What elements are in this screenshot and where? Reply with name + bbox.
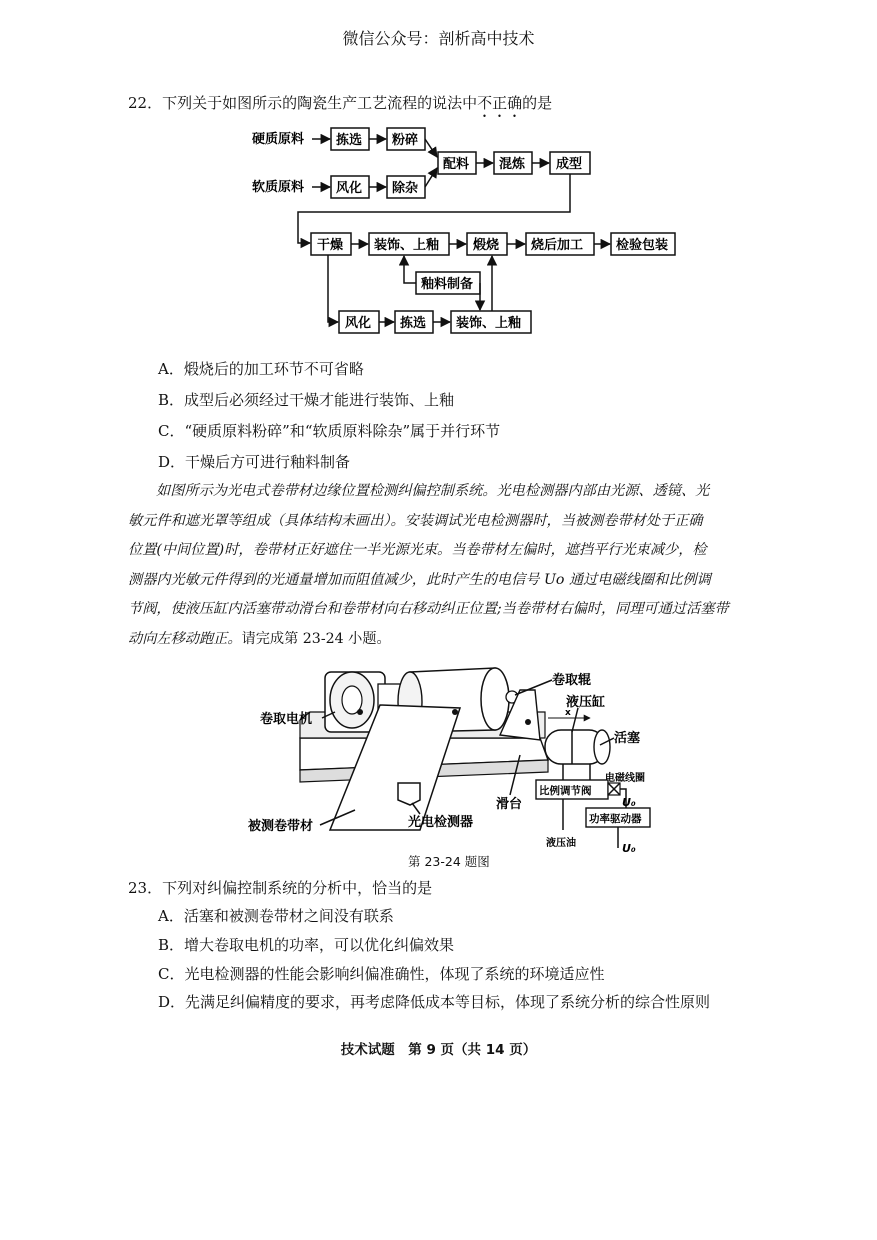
flow-decor2: 装饰、上釉	[456, 316, 522, 331]
label-coil: 电磁线圈	[605, 773, 645, 784]
passage-last-a: 动向左移动跑正。	[128, 630, 242, 647]
figure-caption: 第 23-24 题图	[408, 854, 490, 869]
q23-option-c: C．光电检测器的性能会影响纠偏准确性，体现了系统的环境适应性	[158, 965, 605, 983]
passage-line-5: 节阀，使液压缸内活塞带动滑台和卷带材向右移动纠正位置;当卷带材右偏时，同理可通过活塞带	[128, 601, 729, 617]
passage-line-1: 如图所示为光电式卷带材边缘位置检测纠偏控制系统。光电检测器内部由光源、透镜、光	[156, 483, 710, 499]
label-u0-a: U₀	[622, 796, 636, 809]
label-strip: 被测卷带材	[248, 819, 314, 834]
q22-option-b: B．成型后必须经过干燥才能进行装饰、上釉	[158, 391, 455, 409]
flow-inspect: 检验包装	[616, 238, 669, 253]
q22-option-a: A．煅烧后的加工环节不可省略	[158, 360, 364, 378]
flow-post: 烧后加工	[531, 238, 584, 253]
page-header: 微信公众号：剖析高中技术	[342, 29, 535, 48]
flow-mix: 混炼	[499, 157, 526, 172]
flow-glaze: 釉料制备	[421, 277, 474, 292]
label-valve: 比例调节阀	[539, 785, 592, 797]
flow-shape: 成型	[556, 157, 583, 172]
label-motor: 卷取电机	[260, 712, 313, 727]
photoelectric-detector	[398, 783, 420, 805]
q23-stem: 23．下列对纠偏控制系统的分析中，恰当的是	[128, 879, 433, 897]
flow-pick1: 拣选	[336, 133, 363, 148]
label-cylinder: 液压缸	[566, 695, 606, 710]
passage-line-3: 位置(中间位置)时，卷带材正好遮住一半光源光束。当卷带材左偏时，遮挡平行光束减少，检	[128, 542, 707, 558]
q23-option-d: D．先满足纠偏精度的要求，再考虑降低成本等目标，体现了系统分析的综合性原则	[158, 993, 711, 1011]
flow-decor1: 装饰、上釉	[374, 238, 440, 253]
q23-option-a: A．活塞和被测卷带材之间没有联系	[158, 907, 394, 925]
q22-stem-emphasis: 不正确	[477, 94, 523, 112]
q22-number: 22．	[128, 94, 163, 112]
label-driver: 功率驱动器	[589, 813, 642, 825]
flow-weather1: 风化	[336, 181, 363, 196]
passage-line-4: 测器内光敏元件得到的光通量增加而阻值减少，此时产生的电信号 Uo 通过电磁线圈和比例调	[128, 571, 711, 588]
label-piston: 活塞	[614, 731, 641, 746]
label-oil: 液压油	[546, 838, 576, 849]
q22-option-c: C．“硬质原料粉碎”和“软质原料除杂”属于并行环节	[158, 422, 501, 440]
label-detector: 光电检测器	[408, 815, 474, 830]
label-u0-b: U₀	[622, 842, 636, 855]
q22-option-d: D．干燥后方可进行釉料制备	[158, 453, 351, 471]
page-footer: 技术试题 第 9 页（共 14 页）	[340, 1042, 537, 1058]
passage-last-b: 请完成第 23-24 小题。	[241, 630, 391, 647]
flow-crush: 粉碎	[392, 133, 419, 148]
flow-fire: 煅烧	[473, 238, 500, 253]
flow-batch: 配料	[443, 157, 470, 172]
flow-soft-raw: 软质原料	[252, 180, 305, 195]
passage-line-2: 敏元件和遮光罩等组成（具体结构未画出）。安装调试光电检测器时，当被测卷带材处于正确	[128, 512, 703, 529]
flow-weather2: 风化	[345, 316, 372, 331]
flow-pick2: 拣选	[400, 316, 427, 331]
q23-option-b: B．增大卷取电机的功率，可以优化纠偏效果	[158, 936, 455, 954]
x-mark: x	[565, 708, 571, 718]
label-roller: 卷取辊	[552, 673, 592, 688]
q22-stem-b: 的是	[522, 94, 553, 112]
flow-dry: 干燥	[317, 238, 344, 253]
label-slide: 滑台	[496, 797, 523, 812]
flow-remove: 除杂	[392, 181, 419, 196]
q22-stem-a: 下列关于如图所示的陶瓷生产工艺流程的说法中	[162, 94, 478, 112]
flow-hard-raw: 硬质原料	[252, 132, 305, 147]
